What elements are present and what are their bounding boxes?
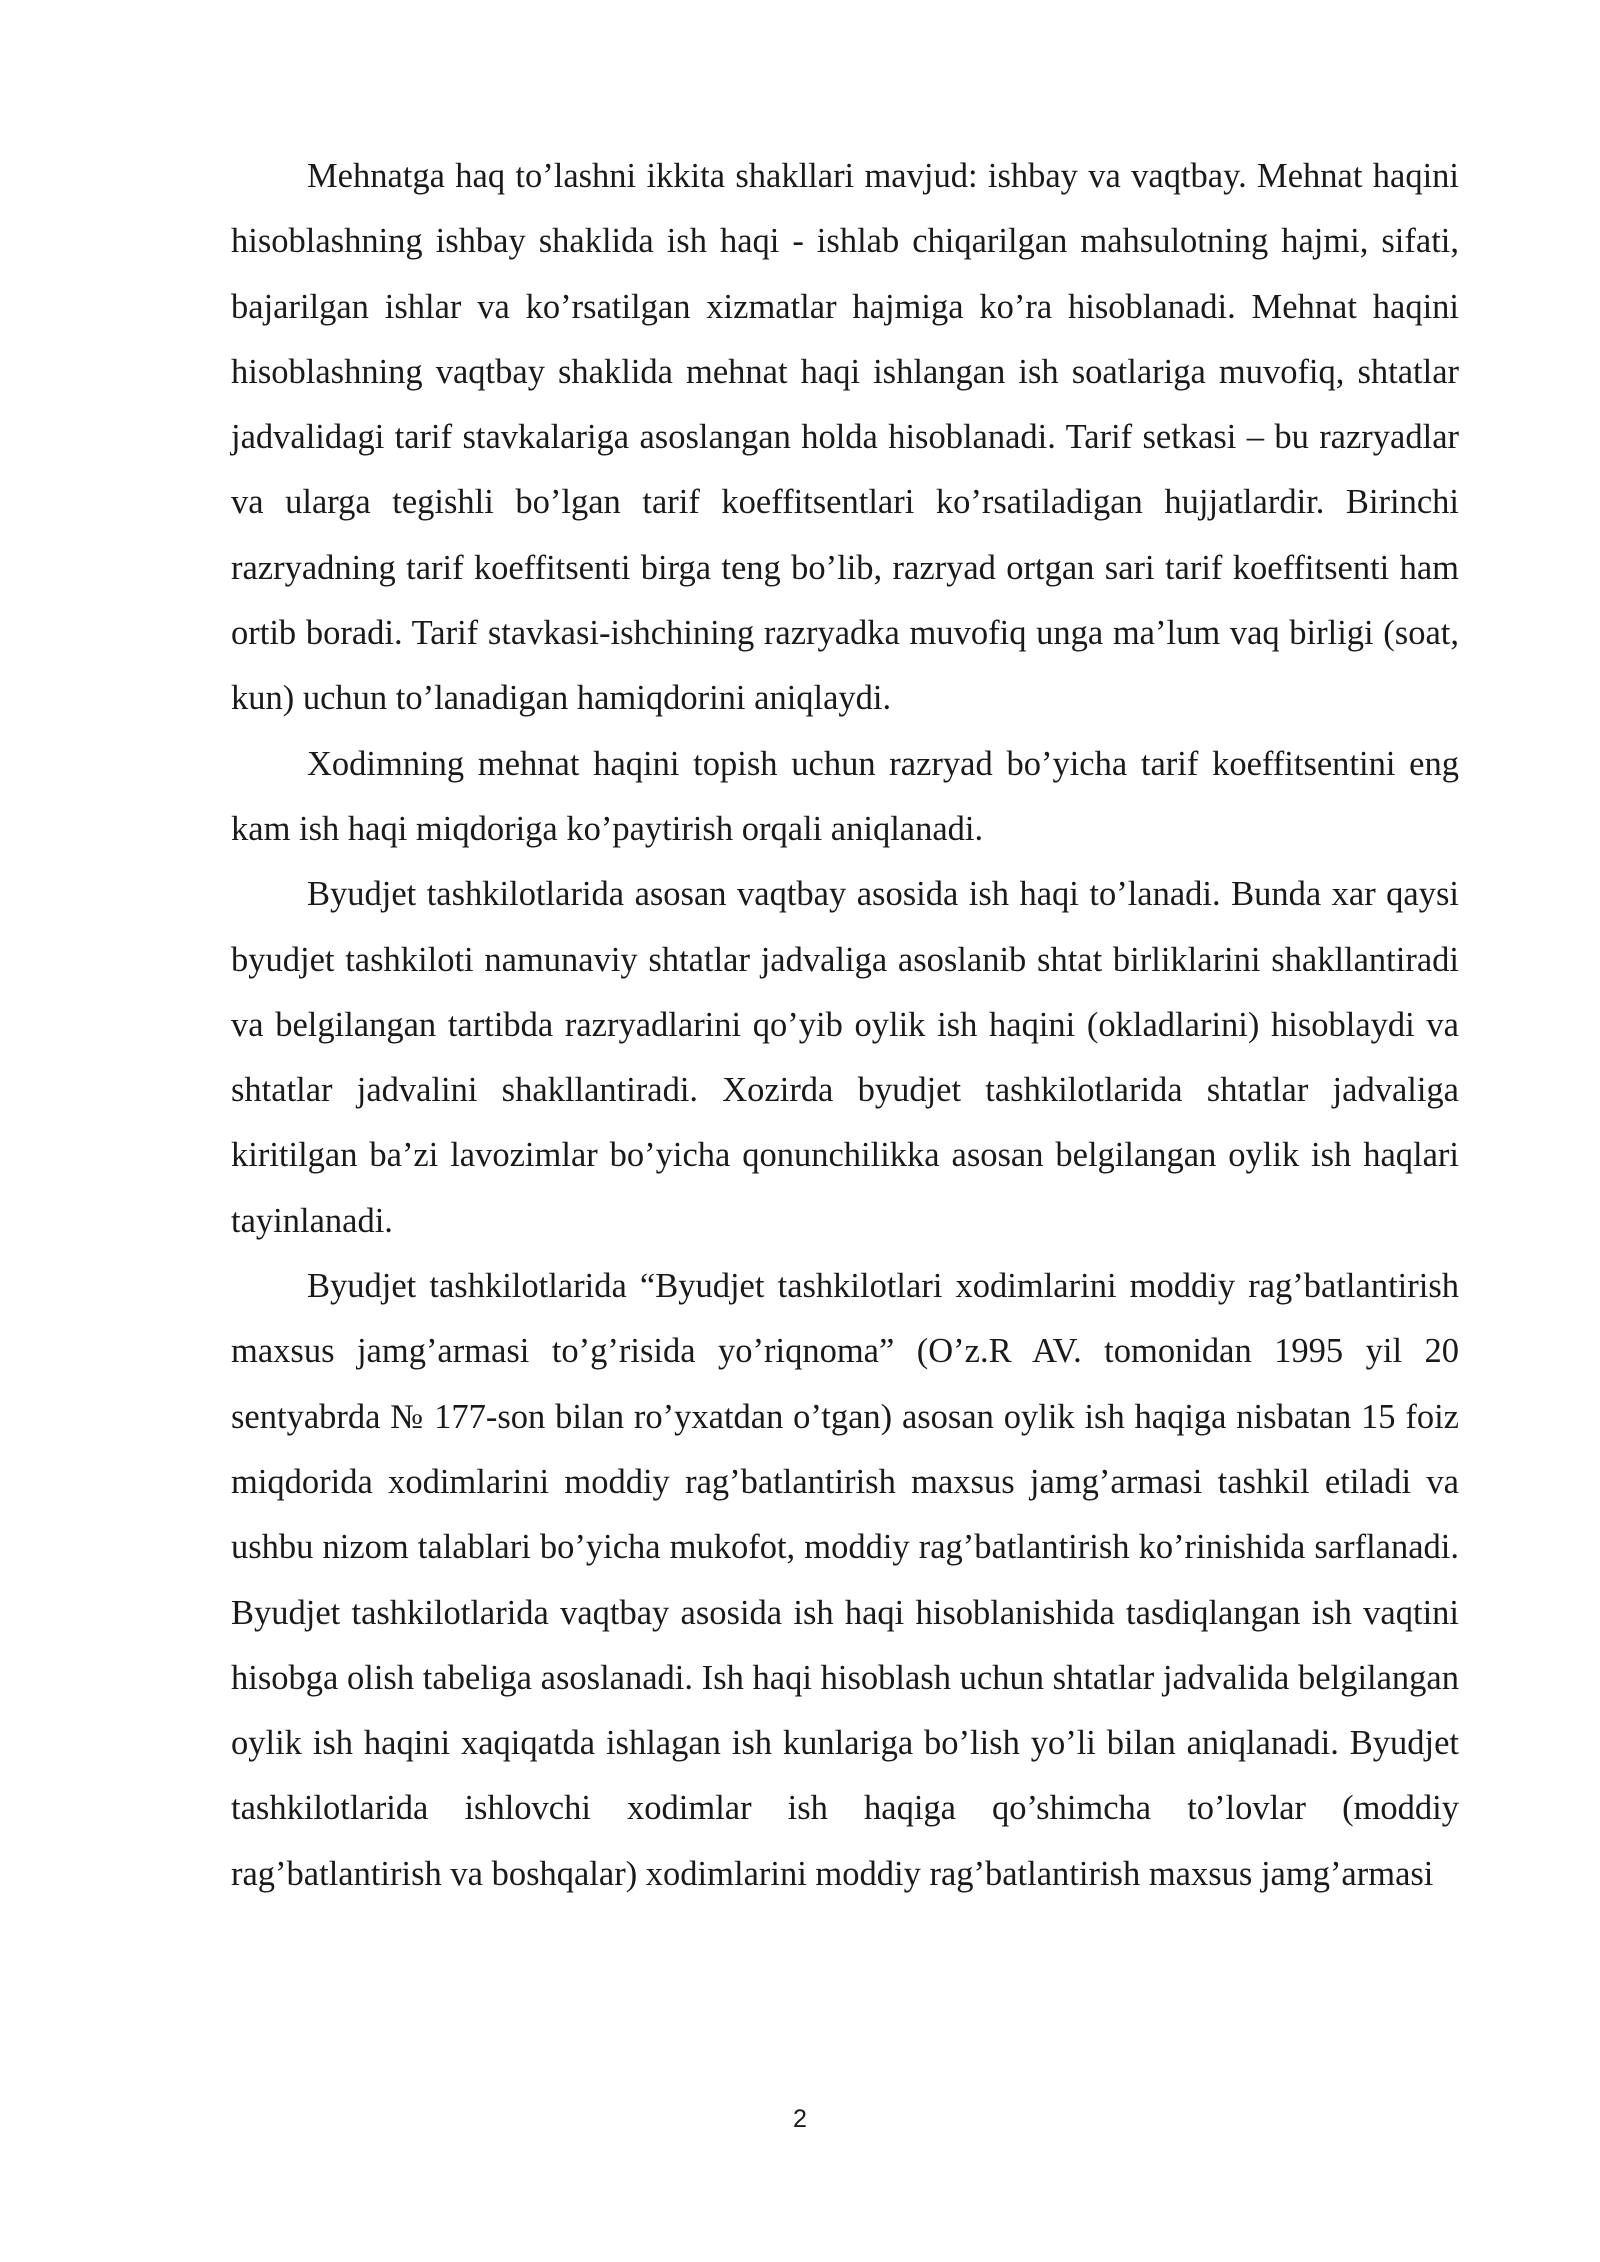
- paragraph-wage-forms: Mehnatga haq to’lashni ikkita shakllari mavjud: ishbay va vaqtbay. Mehnat haqini hisoblashning ishbay shaklida ish haqi - ishlab chiqarilgan mahsulotning hajmi, sifati, bajarilgan ishlar va ko’rsatilgan xizmatlar hajmiga ko’ra hisoblanadi. Mehnat haqini hisoblashning vaqtbay shaklida mehnat haqi ishlangan ish soatlariga muvofiq, shtatlar jadvalidagi tarif stavkalariga asoslangan holda hisoblanadi. Tarif setkasi – bu razryadlar va ularga tegishli bo’lgan tarif koeffitsentlari ko’rsatiladigan hujjatlardir. Birinchi razryadning tarif koeffitsenti birga teng bo’lib, razryad ortgan sari tarif koeffitsenti ham ortib boradi. Tarif stavkasi-ishchining razryadka muvofiq unga ma’lum vaq birligi (soat, kun) uchun to’lanadigan hamiqdorini aniqlaydi.: [231, 157, 1459, 718]
- paragraph-incentive-fund: Byudjet tashkilotlarida “Byudjet tashkilotlari xodimlarini moddiy rag’batlantirish maxsus jamg’armasi to’g’risida yo’riqnoma” (O’z.R AV. tomonidan 1995 yil 20 sentyabrda № 177-son bilan ro’yxatdan o’tgan) asosan oylik ish haqiga nisbatan 15 foiz miqdorida xodimlarini moddiy rag’batlantirish maxsus jamg’armasi tashkil etiladi va ushbu nizom talablari bo’yicha mukofot, moddiy rag’batlantirish ko’rinishida sarflanadi. Byudjet tashkilotlarida vaqtbay asosida ish haqi hisoblanishida tasdiqlangan ish vaqtini hisobga olish tabeliga asoslanadi. Ish haqi hisoblash uchun shtatlar jadvalida belgilangan oylik ish haqini xaqiqatda ishlagan ish kunlariga bo’lish yo’li bilan aniqlanadi. Byudjet tashkilotlarida ishlovchi xodimlar ish haqiga qo’shimcha to’lovlar (moddiy rag’batlantirish va boshqalar) xodimlarini moddiy rag’batlantirish maxsus jamg’armasi: [231, 1267, 1459, 1893]
- paragraph-budget-time-based: Byudjet tashkilotlarida asosan vaqtbay asosida ish haqi to’lanadi. Bunda xar qaysi byudjet tashkiloti namunaviy shtatlar jadvaliga asoslanib shtat birliklarini shakllantiradi va belgilangan tartibda razryadlarini qo’yib oylik ish haqini (okladlarini) hisoblaydi va shtatlar jadvalini shakllantiradi. Xozirda byudjet tashkilotlarida shtatlar jadvaliga kiritilgan ba’zi lavozimlar bo’yicha qonunchilikka asosan belgilangan oylik ish haqlari tayinlanadi.: [231, 875, 1459, 1240]
- page-number: 2: [793, 2105, 807, 2133]
- document-body: [231, 144, 1459, 1907]
- paragraph-employee-wage: Xodimning mehnat haqini topish uchun razryad bo’yicha tarif koeffitsentini eng kam ish haqi miqdoriga ko’paytirish orqali aniqlanadi.: [231, 744, 1459, 848]
